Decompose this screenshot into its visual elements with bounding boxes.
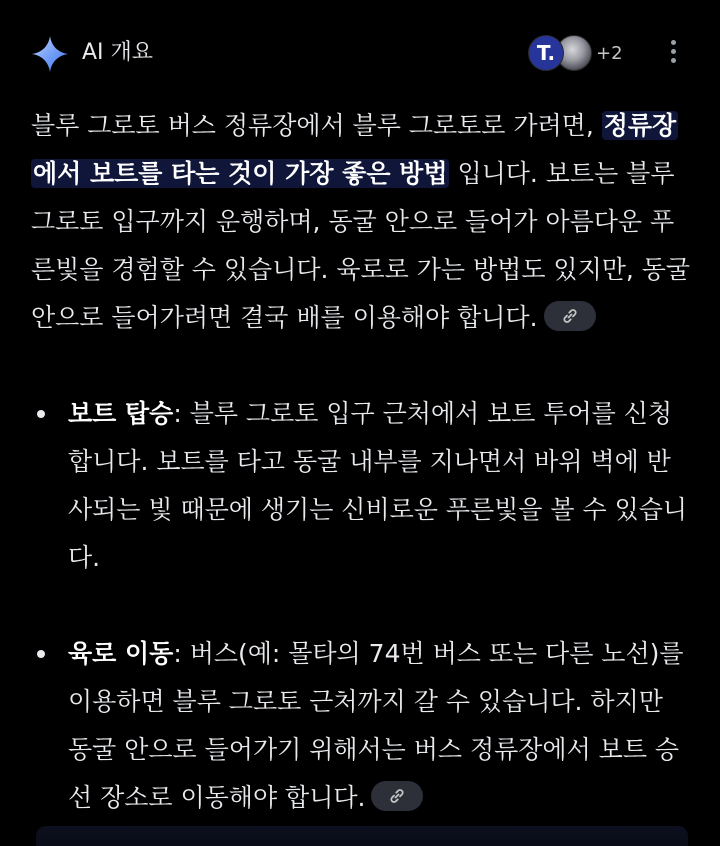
list-item-term: 보트 탑승 — [68, 399, 174, 428]
list-item — [31, 390, 691, 582]
ai-overview-header — [0, 0, 720, 106]
list-item-sep: : — [173, 399, 190, 428]
ai-overview-title: AI 개요 — [82, 40, 154, 65]
link-icon — [388, 787, 406, 805]
gemini-sparkle-icon — [31, 35, 69, 73]
source-link-button[interactable] — [371, 781, 423, 811]
list-item-text: 블루 그로토 입구 근처에서 보트 투어를 신청합니다. 보트를 타고 동굴 내부를 지나면서 바위 벽에 반사되는 빛 때문에 생기는 신비로운 푸른빛을 볼 수 있습니다. — [68, 399, 688, 572]
more-contributors-count[interactable]: +2 — [596, 43, 623, 64]
list-item-text: 버스(예: 몰타의 74번 버스 또는 다른 노선)를 이용하면 블루 그로토 근처까지 갈 수 있습니다. 하지만 동굴 안으로 들어가기 위해서는 버스 정류장에서 보트 승선 장소로 이동해야 합니다. — [68, 639, 684, 812]
avatar-initial[interactable]: T. — [528, 35, 564, 71]
list-item — [31, 630, 691, 822]
spacer — [31, 342, 691, 390]
overview-text-start: 블루 그로토 버스 정류장에서 블루 그로토로 가려면, — [31, 111, 602, 140]
next-card-edge — [36, 826, 688, 846]
source-link-button[interactable] — [544, 301, 596, 331]
list-item-term: 육로 이동 — [68, 639, 174, 668]
overview-highlight: 정류장에서 보트를 타는 것이 가장 좋은 방법 — [33, 111, 677, 188]
spacer — [31, 582, 691, 630]
bullet — [37, 650, 45, 658]
bullet — [37, 410, 45, 418]
list-item-sep: : — [173, 639, 190, 668]
overview-paragraph — [31, 102, 691, 342]
overview-list — [31, 390, 691, 822]
overview-text-end: 입니다. 보트는 블루 그로토 입구까지 운행하며, 동굴 안으로 들어가 아름다운 푸른빛을 경험할 수 있습니다. 육로로 가는 방법도 있지만, 동굴 안으로 들어가려면 결국 배를 이용해야 합니다. — [31, 159, 691, 332]
more-vert-icon[interactable] — [661, 40, 685, 68]
link-icon — [561, 307, 579, 325]
ai-overview-content — [31, 102, 691, 822]
